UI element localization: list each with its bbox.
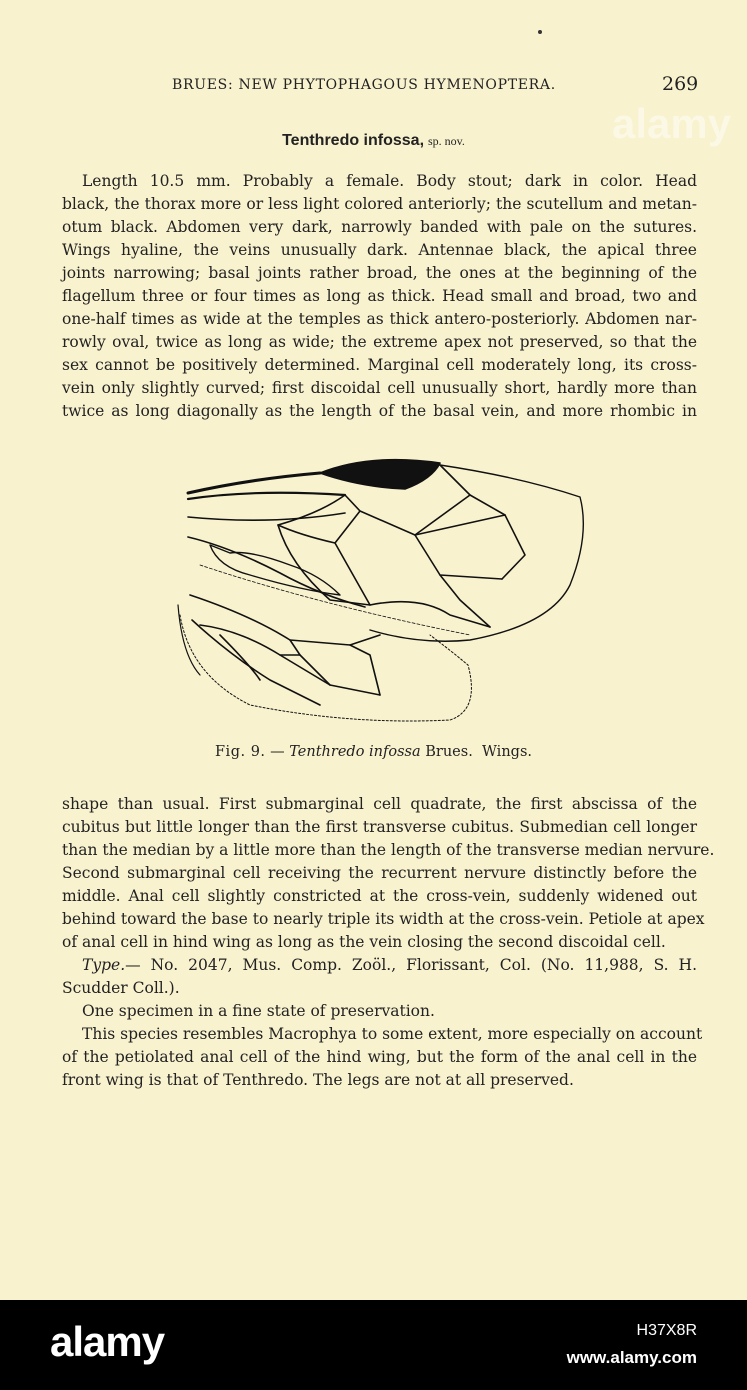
type-label: Type.	[82, 956, 126, 974]
text-line: flagellum three or four times as long as thick. Head small and broad, two and	[62, 287, 697, 305]
figure-part: Wings.	[482, 744, 532, 760]
text-line: sex cannot be positively determined. Marginal cell moderately long, its cross-	[62, 356, 697, 374]
species-name: Tenthredo infossa,	[282, 132, 425, 149]
page-number: 269	[662, 73, 699, 95]
image-id: H37X8R	[636, 1322, 697, 1339]
text-line: middle. Anal cell slightly constricted at the cross-vein, suddenly widened out	[62, 887, 697, 905]
text-line: shape than usual. First submarginal cell quadrate, the first abscissa of the	[62, 795, 697, 813]
figure-dash: —	[270, 744, 285, 760]
text-line: vein only slightly curved; first discoidal cell unusually short, hardly more than	[62, 379, 697, 397]
text-line: otum black. Abdomen very dark, narrowly banded with pale on the sutures.	[62, 218, 697, 236]
stock-footer-bar	[0, 1300, 747, 1390]
text-line: Second submarginal cell receiving the recurrent nervure distinctly before the	[62, 864, 697, 882]
hindwing-anal	[220, 635, 260, 680]
type-line	[82, 954, 697, 977]
text-line: rowly oval, twice as long as wide; the extreme apex not preserved, so that the	[62, 333, 697, 351]
wing-illustration	[170, 455, 600, 735]
stigma-mark	[320, 460, 440, 489]
hindwing-cross-1	[280, 640, 300, 655]
figure-species: Tenthredo infossa	[289, 744, 421, 760]
cross-vein-2	[415, 535, 502, 579]
species-status: sp. nov.	[428, 134, 465, 148]
text-line: of anal cell in hind wing as long as the vein closing the second discoidal cell.	[62, 933, 666, 951]
hindwing-media	[192, 620, 320, 705]
hindwing-margin	[180, 615, 471, 721]
text-line: front wing is that of Tenthredo. The legs are not at all preserved.	[62, 1071, 574, 1089]
text-line: joints narrowing; basal joints rather broad, the ones at the beginning of the	[62, 264, 697, 282]
text-line: This species resembles Macrophya to some extent, more especially on account	[82, 1025, 703, 1043]
hindwing-base	[178, 605, 200, 675]
site-url: www.alamy.com	[566, 1348, 697, 1367]
text-line: Wings hyaline, the veins unusually dark. Antennae black, the apical three	[62, 241, 697, 259]
species-heading	[0, 132, 747, 150]
text-line: one-half times as wide at the temples as thick antero-posteriorly. Abdomen nar-	[62, 310, 697, 328]
cross-vein-1	[335, 511, 370, 605]
hindwing-cross-2	[350, 645, 380, 695]
subcosta-vein	[188, 493, 345, 499]
text-line: cubitus but little longer than the first transverse cubitus. Submedian cell longer	[62, 818, 697, 836]
radial-cell-vein	[440, 465, 505, 515]
text-line: than the median by a little more than the length of the transverse median nervure.	[62, 841, 715, 859]
costa-vein	[188, 473, 320, 493]
media-vein	[278, 495, 490, 627]
text-line: behind toward the base to nearly triple its width at the cross-vein. Petiole at apex	[62, 910, 705, 928]
ink-speck	[538, 30, 542, 34]
running-head: BRUES: NEW PHYTOPHAGOUS HYMENOPTERA.	[172, 77, 556, 93]
text-line: Length 10.5 mm. Probably a female. Body stout; dark in color. Head	[82, 172, 697, 190]
text-line: black, the thorax more or less light colored anteriorly; the scutellum and metan-	[62, 195, 697, 213]
specimen-note: One specimen in a fine state of preservation.	[82, 1002, 435, 1020]
basal-vein	[278, 525, 335, 543]
brand-logo: alamy	[50, 1318, 165, 1365]
figure-caption	[0, 744, 747, 760]
watermark: alamy	[612, 100, 732, 147]
radius-vein	[188, 513, 345, 520]
figure-author: Brues.	[425, 744, 473, 760]
text-line: of the petiolated anal cell of the hind wing, but the form of the anal cell in the	[62, 1048, 697, 1066]
text-line: twice as long diagonally as the length of the basal vein, and more rhombic in	[62, 402, 697, 420]
hindwing-cubitus	[200, 625, 380, 695]
type-line-2: Scudder Coll.).	[62, 979, 180, 997]
figure-label: Fig. 9.	[215, 744, 266, 760]
type-text: — No. 2047, Mus. Comp. Zoöl., Florissant, Col. (No. 11,988, S. H.	[125, 956, 697, 974]
